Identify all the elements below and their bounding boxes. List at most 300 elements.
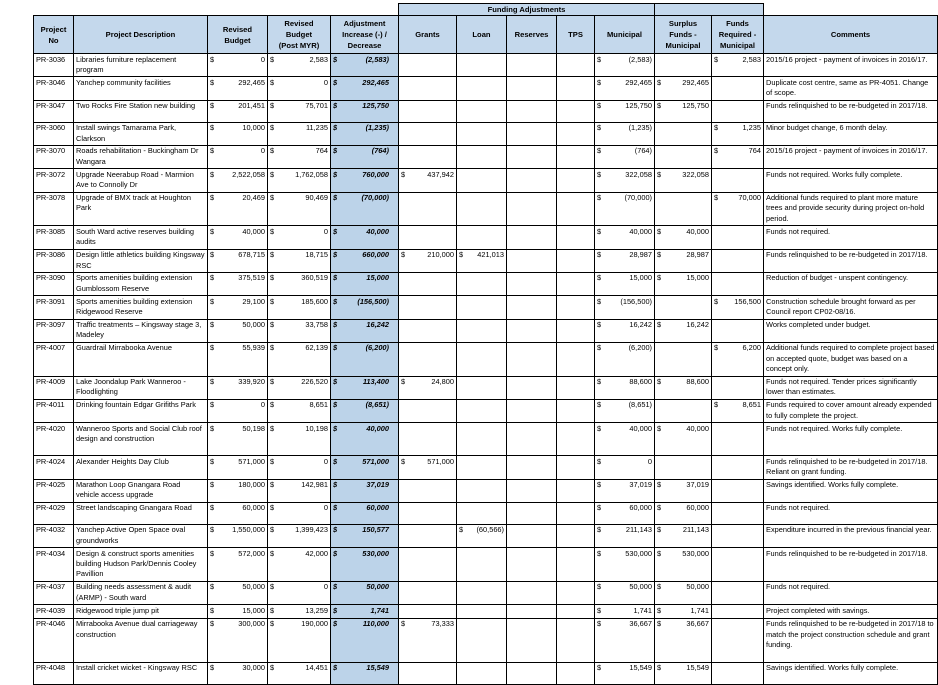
currency-symbol: $ bbox=[270, 480, 275, 489]
cell-value: 36,667 bbox=[629, 619, 653, 629]
currency-symbol: $ bbox=[270, 343, 275, 353]
cell-adjustment bbox=[331, 342, 399, 376]
col-header-funds-req-l2: Required - bbox=[718, 30, 757, 39]
cell-value: 8,651 bbox=[309, 400, 328, 410]
cell-municipal bbox=[595, 376, 655, 399]
cell-project-description: Wanneroo Sports and Social Club roof design and construction bbox=[74, 423, 208, 456]
col-header-project-description: Project Description bbox=[74, 16, 208, 54]
col-header-project-no bbox=[34, 16, 74, 54]
currency-symbol: $ bbox=[714, 54, 719, 64]
cell-comments: Funds not required. bbox=[764, 581, 938, 604]
table-row[interactable] bbox=[34, 524, 938, 547]
cell-reserves bbox=[507, 342, 557, 376]
currency-symbol: $ bbox=[657, 77, 662, 87]
cell-loan bbox=[457, 192, 507, 226]
cell-value: 50,000 bbox=[686, 582, 710, 592]
cell-value: 60,000 bbox=[366, 503, 389, 513]
cell-loan bbox=[457, 581, 507, 604]
cell-value: 37,019 bbox=[686, 480, 710, 489]
cell-value: 142,981 bbox=[301, 480, 328, 489]
table-row[interactable] bbox=[34, 342, 938, 376]
cell-adjustment bbox=[331, 423, 399, 456]
cell-reserves bbox=[507, 77, 557, 100]
cell-project-no: PR-3090 bbox=[34, 272, 74, 295]
cell-project-no: PR-3078 bbox=[34, 192, 74, 226]
table-row[interactable] bbox=[34, 662, 938, 684]
table-row[interactable] bbox=[34, 319, 938, 342]
cell-adjustment bbox=[331, 618, 399, 662]
cell-comments: Additional funds required to plant more mature trees and provide security during project on-hold period. bbox=[764, 192, 938, 226]
cell-adjustment bbox=[331, 122, 399, 145]
cell-project-no: PR-4046 bbox=[34, 618, 74, 662]
cell-loan bbox=[457, 122, 507, 145]
cell-grants bbox=[399, 319, 457, 342]
cell-municipal bbox=[595, 249, 655, 272]
currency-symbol: $ bbox=[333, 480, 338, 489]
cell-surplus-funds-municipal bbox=[655, 662, 712, 684]
cell-funds-required-municipal bbox=[712, 249, 764, 272]
cell-value: 571,000 bbox=[238, 456, 265, 466]
cell-value: 70,000 bbox=[738, 193, 762, 203]
cell-comments: Funds relinquished to be re-budgeted in 2017/18. bbox=[764, 548, 938, 582]
currency-symbol: $ bbox=[597, 101, 602, 111]
cell-loan bbox=[457, 399, 507, 422]
cell-value: 764 bbox=[315, 146, 328, 156]
table-row[interactable] bbox=[34, 581, 938, 604]
cell-value: 50,000 bbox=[242, 320, 265, 330]
cell-tps bbox=[557, 456, 595, 479]
cell-reserves bbox=[507, 192, 557, 226]
currency-symbol: $ bbox=[333, 423, 338, 433]
cell-municipal bbox=[595, 192, 655, 226]
cell-value: 88,600 bbox=[686, 377, 710, 387]
cell-reserves bbox=[507, 145, 557, 168]
cell-adjustment bbox=[331, 100, 399, 122]
cell-comments: Funds relinquished to be re-budgeted in 2017/18. Reliant on grant funding. bbox=[764, 456, 938, 479]
cell-revised-budget-post-myr bbox=[268, 145, 331, 168]
cell-value: 73,333 bbox=[431, 619, 454, 629]
cell-value: 292,465 bbox=[238, 77, 265, 87]
col-header-funds-req-l3: Municipal bbox=[720, 41, 756, 50]
cell-value: 0 bbox=[323, 77, 328, 87]
currency-symbol: $ bbox=[270, 503, 275, 513]
cell-value: 15,000 bbox=[242, 605, 265, 615]
cell-value: 60,000 bbox=[686, 503, 710, 513]
col-header-reserves: Reserves bbox=[507, 16, 557, 54]
cell-tps bbox=[557, 169, 595, 192]
cell-comments: Funds not required. Works fully complete. bbox=[764, 169, 938, 192]
cell-value: 530,000 bbox=[362, 548, 389, 558]
cell-loan bbox=[457, 342, 507, 376]
cell-reserves bbox=[507, 524, 557, 547]
cell-project-no: PR-3047 bbox=[34, 100, 74, 122]
cell-funds-required-municipal bbox=[712, 581, 764, 604]
cell-revised-budget-post-myr bbox=[268, 618, 331, 662]
cell-tps bbox=[557, 192, 595, 226]
cell-project-description: Guardrail Mirrabooka Avenue bbox=[74, 342, 208, 376]
cell-tps bbox=[557, 145, 595, 168]
table-row[interactable] bbox=[34, 296, 938, 319]
cell-comments: Savings identified. Works fully complete. bbox=[764, 479, 938, 502]
cell-value: (2,583) bbox=[365, 54, 389, 64]
currency-symbol: $ bbox=[210, 377, 215, 387]
cell-value: 571,000 bbox=[427, 456, 454, 466]
cell-loan bbox=[457, 54, 507, 77]
cell-value: 6,200 bbox=[742, 343, 762, 353]
header-group-blank-left bbox=[34, 4, 399, 16]
col-header-revised-post-l1: Revised bbox=[284, 19, 314, 28]
cell-surplus-funds-municipal bbox=[655, 169, 712, 192]
currency-symbol: $ bbox=[333, 77, 338, 87]
cell-project-description: Ridgewood triple jump pit bbox=[74, 605, 208, 619]
currency-symbol: $ bbox=[597, 273, 602, 283]
header-group-blank-right bbox=[764, 4, 938, 16]
cell-value: 28,987 bbox=[686, 250, 710, 260]
header-group-row bbox=[34, 4, 938, 16]
table-body bbox=[34, 54, 938, 685]
table-row[interactable] bbox=[34, 399, 938, 422]
cell-value: 0 bbox=[323, 582, 328, 592]
table-row[interactable] bbox=[34, 479, 938, 502]
currency-symbol: $ bbox=[333, 619, 338, 629]
cell-project-description: Marathon Loop Gnangara Road vehicle access upgrade bbox=[74, 479, 208, 502]
cell-reserves bbox=[507, 399, 557, 422]
table-row[interactable] bbox=[34, 272, 938, 295]
cell-grants bbox=[399, 296, 457, 319]
cell-adjustment bbox=[331, 319, 399, 342]
cell-reserves bbox=[507, 296, 557, 319]
currency-symbol: $ bbox=[210, 54, 215, 64]
cell-tps bbox=[557, 100, 595, 122]
cell-adjustment bbox=[331, 226, 399, 249]
cell-tps bbox=[557, 548, 595, 582]
cell-loan bbox=[457, 169, 507, 192]
cell-municipal bbox=[595, 122, 655, 145]
cell-value: 226,520 bbox=[301, 377, 328, 387]
currency-symbol: $ bbox=[597, 400, 602, 410]
cell-value: 437,942 bbox=[427, 169, 454, 179]
cell-reserves bbox=[507, 169, 557, 192]
currency-symbol: $ bbox=[210, 503, 215, 513]
cell-funds-required-municipal bbox=[712, 456, 764, 479]
currency-symbol: $ bbox=[459, 250, 464, 260]
col-header-revised-post-l2: Budget bbox=[285, 30, 313, 39]
table-row[interactable] bbox=[34, 548, 938, 582]
cell-municipal bbox=[595, 399, 655, 422]
currency-symbol: $ bbox=[270, 548, 275, 558]
table-row[interactable] bbox=[34, 122, 938, 145]
cell-project-no: PR-4029 bbox=[34, 502, 74, 524]
cell-surplus-funds-municipal bbox=[655, 376, 712, 399]
cell-adjustment bbox=[331, 54, 399, 77]
currency-symbol: $ bbox=[210, 273, 215, 283]
currency-symbol: $ bbox=[270, 320, 275, 330]
currency-symbol: $ bbox=[459, 525, 464, 535]
cell-value: 50,198 bbox=[242, 423, 265, 433]
cell-project-no: PR-3070 bbox=[34, 145, 74, 168]
cell-revised-budget-post-myr bbox=[268, 100, 331, 122]
cell-adjustment bbox=[331, 581, 399, 604]
cell-project-no: PR-3086 bbox=[34, 249, 74, 272]
cell-project-no: PR-3085 bbox=[34, 226, 74, 249]
cell-value: 60,000 bbox=[242, 503, 265, 513]
currency-symbol: $ bbox=[333, 343, 338, 353]
cell-reserves bbox=[507, 54, 557, 77]
cell-revised-budget-post-myr bbox=[268, 77, 331, 100]
col-header-revised-budget-l1: Revised bbox=[222, 24, 253, 34]
table-row[interactable] bbox=[34, 54, 938, 77]
currency-symbol: $ bbox=[333, 193, 338, 203]
currency-symbol: $ bbox=[210, 480, 215, 489]
currency-symbol: $ bbox=[270, 77, 275, 87]
cell-revised-budget-post-myr bbox=[268, 548, 331, 582]
currency-symbol: $ bbox=[210, 343, 215, 353]
cell-value: 15,000 bbox=[686, 273, 710, 283]
cell-adjustment bbox=[331, 662, 399, 684]
cell-revised-budget bbox=[208, 479, 268, 502]
table-row[interactable] bbox=[34, 456, 938, 479]
cell-comments: Reduction of budget - unspent contingency. bbox=[764, 272, 938, 295]
table-row[interactable] bbox=[34, 423, 938, 456]
cell-surplus-funds-municipal bbox=[655, 548, 712, 582]
cell-loan bbox=[457, 502, 507, 524]
cell-project-no: PR-4020 bbox=[34, 423, 74, 456]
cell-tps bbox=[557, 605, 595, 619]
cell-municipal bbox=[595, 456, 655, 479]
cell-tps bbox=[557, 524, 595, 547]
cell-value: 110,000 bbox=[362, 619, 389, 629]
cell-value: 15,549 bbox=[629, 663, 653, 673]
currency-symbol: $ bbox=[210, 77, 215, 87]
cell-project-description: Design & construct sports amenities building Hudson Park/Dennis Cooley Pavillion bbox=[74, 548, 208, 582]
cell-funds-required-municipal bbox=[712, 605, 764, 619]
cell-funds-required-municipal bbox=[712, 272, 764, 295]
cell-project-description: Alexander Heights Day Club bbox=[74, 456, 208, 479]
cell-value: 62,139 bbox=[305, 343, 328, 353]
cell-comments: Funds relinquished to be re-budgeted in 2017/18. bbox=[764, 249, 938, 272]
cell-value: 764 bbox=[748, 146, 762, 156]
cell-funds-required-municipal bbox=[712, 145, 764, 168]
cell-funds-required-municipal bbox=[712, 226, 764, 249]
cell-value: 40,000 bbox=[686, 226, 710, 236]
cell-project-no: PR-4011 bbox=[34, 399, 74, 422]
currency-symbol: $ bbox=[270, 250, 275, 260]
cell-funds-required-municipal bbox=[712, 169, 764, 192]
currency-symbol: $ bbox=[210, 400, 215, 410]
cell-funds-required-municipal bbox=[712, 296, 764, 319]
table-row[interactable] bbox=[34, 618, 938, 662]
cell-revised-budget-post-myr bbox=[268, 456, 331, 479]
cell-value: 15,000 bbox=[366, 273, 389, 283]
currency-symbol: $ bbox=[270, 605, 275, 615]
cell-value: 1,235 bbox=[742, 123, 762, 133]
cell-value: (764) bbox=[371, 146, 389, 156]
cell-municipal bbox=[595, 502, 655, 524]
currency-symbol: $ bbox=[270, 619, 275, 629]
cell-revised-budget bbox=[208, 423, 268, 456]
currency-symbol: $ bbox=[270, 456, 275, 466]
cell-value: (6,200) bbox=[628, 343, 653, 353]
cell-revised-budget bbox=[208, 548, 268, 582]
cell-loan bbox=[457, 423, 507, 456]
header-group-blank-mid bbox=[655, 4, 764, 16]
cell-funds-required-municipal bbox=[712, 618, 764, 662]
cell-value: (1,235) bbox=[365, 123, 389, 133]
table-row[interactable] bbox=[34, 226, 938, 249]
cell-surplus-funds-municipal bbox=[655, 502, 712, 524]
cell-value: 0 bbox=[647, 456, 653, 466]
cell-value: 201,451 bbox=[238, 101, 265, 111]
cell-municipal bbox=[595, 100, 655, 122]
cell-value: 0 bbox=[323, 456, 328, 466]
currency-symbol: $ bbox=[210, 226, 215, 236]
table-row[interactable] bbox=[34, 100, 938, 122]
cell-tps bbox=[557, 226, 595, 249]
cell-reserves bbox=[507, 319, 557, 342]
cell-comments: Minor budget change, 6 month delay. bbox=[764, 122, 938, 145]
cell-value: 1,550,000 bbox=[232, 525, 265, 535]
cell-value: (8,651) bbox=[628, 400, 653, 410]
cell-project-no: PR-3036 bbox=[34, 54, 74, 77]
cell-value: 760,000 bbox=[362, 169, 389, 179]
currency-symbol: $ bbox=[401, 456, 406, 466]
currency-symbol: $ bbox=[657, 663, 662, 673]
currency-symbol: $ bbox=[270, 193, 275, 203]
cell-value: 2,522,058 bbox=[232, 169, 265, 179]
currency-symbol: $ bbox=[333, 320, 338, 330]
cell-value: 572,000 bbox=[238, 548, 265, 558]
currency-symbol: $ bbox=[270, 525, 275, 535]
cell-project-description: Upgrade Neerabup Road - Marmion Ave to Connolly Dr bbox=[74, 169, 208, 192]
cell-revised-budget-post-myr bbox=[268, 272, 331, 295]
cell-value: 28,987 bbox=[629, 250, 653, 260]
cell-value: 40,000 bbox=[629, 226, 653, 236]
cell-tps bbox=[557, 502, 595, 524]
cell-revised-budget-post-myr bbox=[268, 376, 331, 399]
cell-loan bbox=[457, 548, 507, 582]
currency-symbol: $ bbox=[333, 400, 338, 410]
cell-grants bbox=[399, 249, 457, 272]
cell-reserves bbox=[507, 618, 557, 662]
currency-symbol: $ bbox=[333, 525, 338, 535]
cell-funds-required-municipal bbox=[712, 122, 764, 145]
cell-municipal bbox=[595, 296, 655, 319]
table-row[interactable] bbox=[34, 169, 938, 192]
cell-project-description: Traffic treatments – Kingsway stage 3, Madeley bbox=[74, 319, 208, 342]
table-row[interactable] bbox=[34, 145, 938, 168]
col-header-surplus-l3: Municipal bbox=[665, 41, 701, 50]
cell-comments: Savings identified. Works fully complete. bbox=[764, 662, 938, 684]
cell-reserves bbox=[507, 456, 557, 479]
cell-value: 0 bbox=[260, 400, 265, 410]
cell-loan bbox=[457, 100, 507, 122]
cell-municipal bbox=[595, 54, 655, 77]
table-row[interactable] bbox=[34, 77, 938, 100]
cell-tps bbox=[557, 581, 595, 604]
cell-municipal bbox=[595, 618, 655, 662]
cell-value: 421,013 bbox=[477, 250, 504, 260]
cell-value: 375,519 bbox=[238, 273, 265, 283]
col-header-funds-required-municipal bbox=[712, 16, 764, 54]
cell-value: (156,500) bbox=[357, 296, 389, 306]
currency-symbol: $ bbox=[270, 400, 275, 410]
currency-symbol: $ bbox=[657, 619, 662, 629]
cell-value: 15,000 bbox=[629, 273, 653, 283]
cell-adjustment bbox=[331, 502, 399, 524]
cell-project-no: PR-4024 bbox=[34, 456, 74, 479]
currency-symbol: $ bbox=[714, 146, 719, 156]
cell-value: (764) bbox=[634, 146, 653, 156]
currency-symbol: $ bbox=[401, 169, 406, 179]
table-row[interactable] bbox=[34, 502, 938, 524]
cell-project-no: PR-3097 bbox=[34, 319, 74, 342]
cell-funds-required-municipal bbox=[712, 524, 764, 547]
cell-municipal bbox=[595, 145, 655, 168]
currency-symbol: $ bbox=[333, 605, 338, 615]
table-row[interactable] bbox=[34, 605, 938, 619]
cell-value: 339,920 bbox=[238, 377, 265, 387]
col-header-adjustment bbox=[331, 16, 399, 54]
cell-revised-budget bbox=[208, 192, 268, 226]
col-header-tps: TPS bbox=[557, 16, 595, 54]
cell-comments: Funds not required. bbox=[764, 502, 938, 524]
currency-symbol: $ bbox=[597, 377, 602, 387]
currency-symbol: $ bbox=[333, 169, 338, 179]
cell-revised-budget-post-myr bbox=[268, 581, 331, 604]
cell-value: 125,750 bbox=[625, 101, 653, 111]
cell-adjustment bbox=[331, 77, 399, 100]
cell-reserves bbox=[507, 479, 557, 502]
currency-symbol: $ bbox=[597, 343, 602, 353]
cell-adjustment bbox=[331, 524, 399, 547]
cell-adjustment bbox=[331, 548, 399, 582]
cell-tps bbox=[557, 662, 595, 684]
col-header-grants: Grants bbox=[399, 16, 457, 54]
cell-reserves bbox=[507, 226, 557, 249]
cell-loan bbox=[457, 376, 507, 399]
currency-symbol: $ bbox=[597, 296, 602, 306]
cell-surplus-funds-municipal bbox=[655, 77, 712, 100]
cell-tps bbox=[557, 479, 595, 502]
cell-tps bbox=[557, 296, 595, 319]
cell-value: 211,143 bbox=[625, 525, 653, 535]
table-row[interactable] bbox=[34, 192, 938, 226]
currency-symbol: $ bbox=[210, 296, 215, 306]
cell-municipal bbox=[595, 226, 655, 249]
cell-value: 18,715 bbox=[305, 250, 328, 260]
cell-tps bbox=[557, 376, 595, 399]
cell-reserves bbox=[507, 662, 557, 684]
col-header-revised-budget-l2: Budget bbox=[224, 35, 251, 45]
cell-project-description: Install cricket wicket - Kingsway RSC bbox=[74, 662, 208, 684]
cell-value: 113,400 bbox=[362, 377, 389, 387]
table-row[interactable] bbox=[34, 376, 938, 399]
currency-symbol: $ bbox=[657, 605, 662, 615]
cell-grants bbox=[399, 192, 457, 226]
cell-grants bbox=[399, 77, 457, 100]
cell-revised-budget bbox=[208, 319, 268, 342]
col-header-surplus-funds-municipal bbox=[655, 16, 712, 54]
currency-symbol: $ bbox=[657, 169, 662, 179]
cell-municipal bbox=[595, 548, 655, 582]
currency-symbol: $ bbox=[333, 146, 338, 156]
cell-project-description: Drinking fountain Edgar Grifiths Park bbox=[74, 399, 208, 422]
cell-project-description: Install swings Tamarama Park, Clarkson bbox=[74, 122, 208, 145]
cell-revised-budget bbox=[208, 77, 268, 100]
cell-grants bbox=[399, 548, 457, 582]
cell-value: 90,469 bbox=[305, 193, 328, 203]
table-row[interactable] bbox=[34, 249, 938, 272]
